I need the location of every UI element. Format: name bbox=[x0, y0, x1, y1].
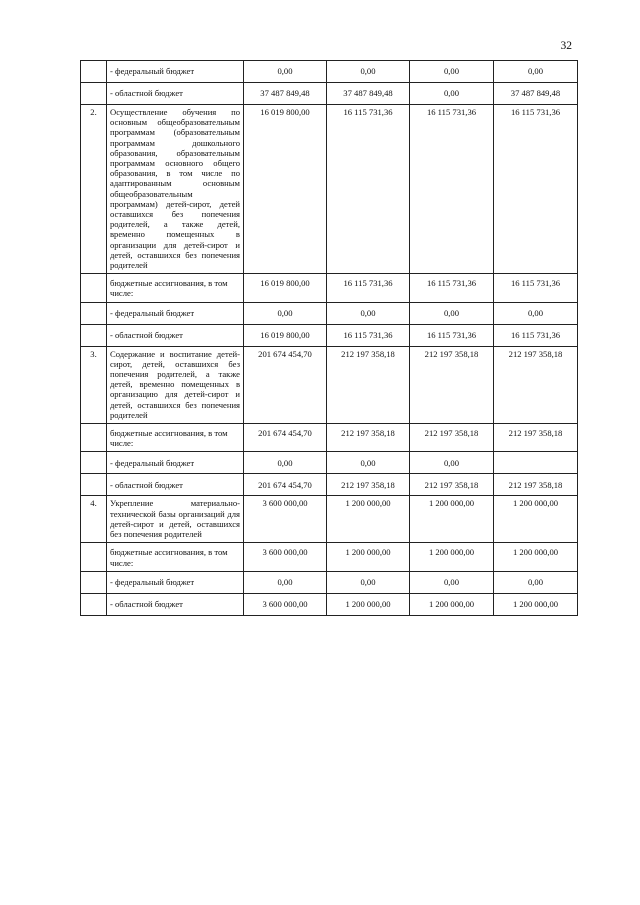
value-col-2: 212 197 358,18 bbox=[327, 424, 410, 452]
value-col-4: 16 115 731,36 bbox=[494, 324, 578, 346]
value-col-3: 0,00 bbox=[410, 571, 494, 593]
value-col-3: 0,00 bbox=[410, 452, 494, 474]
value-col-4 bbox=[494, 452, 578, 474]
value-col-2: 0,00 bbox=[327, 571, 410, 593]
value-col-4: 16 115 731,36 bbox=[494, 274, 578, 302]
value-col-4: 1 200 000,00 bbox=[494, 496, 578, 543]
value-col-2: 1 200 000,00 bbox=[327, 593, 410, 615]
row-number bbox=[81, 83, 107, 105]
value-col-1: 3 600 000,00 bbox=[244, 593, 327, 615]
value-col-1: 201 674 454,70 bbox=[244, 474, 327, 496]
value-col-2: 212 197 358,18 bbox=[327, 474, 410, 496]
row-description: - федеральный бюджет bbox=[107, 452, 244, 474]
value-col-3: 0,00 bbox=[410, 302, 494, 324]
table-row-budget-line bbox=[81, 83, 578, 105]
value-col-2: 1 200 000,00 bbox=[327, 496, 410, 543]
row-description: бюджетные ассигнования, в том числе: bbox=[107, 424, 244, 452]
row-number bbox=[81, 424, 107, 452]
row-description: бюджетные ассигнования, в том числе: bbox=[107, 274, 244, 302]
table-row-budget-line bbox=[81, 302, 578, 324]
value-col-1: 201 674 454,70 bbox=[244, 424, 327, 452]
value-col-2: 1 200 000,00 bbox=[327, 543, 410, 571]
value-col-3: 16 115 731,36 bbox=[410, 324, 494, 346]
value-col-1: 3 600 000,00 bbox=[244, 543, 327, 571]
value-col-1: 3 600 000,00 bbox=[244, 496, 327, 543]
row-number bbox=[81, 324, 107, 346]
value-col-3: 1 200 000,00 bbox=[410, 543, 494, 571]
page-number: 32 bbox=[560, 40, 572, 52]
table-row-budget-line bbox=[81, 474, 578, 496]
value-col-4: 37 487 849,48 bbox=[494, 83, 578, 105]
value-col-2: 16 115 731,36 bbox=[327, 274, 410, 302]
table-row-budget-line bbox=[81, 571, 578, 593]
row-description: Укрепление материально-технической базы организаций для детей-сирот и детей, оставшихся без попечения родителей bbox=[107, 496, 244, 543]
value-col-1: 201 674 454,70 bbox=[244, 346, 327, 423]
table-row-budget-line bbox=[81, 452, 578, 474]
row-description: бюджетные ассигнования, в том числе: bbox=[107, 543, 244, 571]
row-description: Осуществление обучения по основным общеобразовательным программам (образовательным программам дошкольного образования, образовательным программам основного общего образования, в том числе по адаптированным основным общеобразовательным программам) детей-сирот, детей оставшихся без попечения родителей, а также детей, временно помещенных в организации для детей-сирот и детей, оставшихся без попечения родителей bbox=[107, 105, 244, 274]
value-col-1: 0,00 bbox=[244, 302, 327, 324]
budget-table-body bbox=[81, 61, 578, 616]
value-col-1: 0,00 bbox=[244, 571, 327, 593]
table-row-item bbox=[81, 346, 578, 423]
value-col-4: 0,00 bbox=[494, 571, 578, 593]
row-number: 4. bbox=[81, 496, 107, 543]
value-col-1: 0,00 bbox=[244, 452, 327, 474]
value-col-1: 16 019 800,00 bbox=[244, 105, 327, 274]
row-number bbox=[81, 274, 107, 302]
value-col-3: 0,00 bbox=[410, 61, 494, 83]
value-col-2: 16 115 731,36 bbox=[327, 105, 410, 274]
row-number bbox=[81, 61, 107, 83]
value-col-3: 1 200 000,00 bbox=[410, 593, 494, 615]
table-row-budget-line bbox=[81, 61, 578, 83]
value-col-3: 0,00 bbox=[410, 83, 494, 105]
row-description: Содержание и воспитание детей-сирот, детей, оставшихся без попечения родителей, а также детей, временно помещенных в организацию для детей-сирот и детей, оставшихся без попечения родителей bbox=[107, 346, 244, 423]
table-row-item bbox=[81, 496, 578, 543]
value-col-2: 16 115 731,36 bbox=[327, 324, 410, 346]
value-col-4: 212 197 358,18 bbox=[494, 474, 578, 496]
row-description: - областной бюджет bbox=[107, 83, 244, 105]
table-row-assignments bbox=[81, 543, 578, 571]
row-description: - федеральный бюджет bbox=[107, 571, 244, 593]
table-row-budget-line bbox=[81, 324, 578, 346]
row-number bbox=[81, 474, 107, 496]
row-description: - областной бюджет bbox=[107, 474, 244, 496]
value-col-3: 212 197 358,18 bbox=[410, 474, 494, 496]
row-description: - федеральный бюджет bbox=[107, 302, 244, 324]
row-number bbox=[81, 302, 107, 324]
table-row-budget-line bbox=[81, 593, 578, 615]
table-row-item bbox=[81, 105, 578, 274]
value-col-4: 212 197 358,18 bbox=[494, 346, 578, 423]
value-col-4: 1 200 000,00 bbox=[494, 593, 578, 615]
value-col-3: 212 197 358,18 bbox=[410, 424, 494, 452]
value-col-4: 0,00 bbox=[494, 302, 578, 324]
value-col-2: 0,00 bbox=[327, 452, 410, 474]
value-col-4: 212 197 358,18 bbox=[494, 424, 578, 452]
row-description: - областной бюджет bbox=[107, 593, 244, 615]
row-number bbox=[81, 543, 107, 571]
budget-table bbox=[80, 60, 578, 616]
row-description: - федеральный бюджет bbox=[107, 61, 244, 83]
row-number bbox=[81, 593, 107, 615]
value-col-3: 212 197 358,18 bbox=[410, 346, 494, 423]
row-number: 2. bbox=[81, 105, 107, 274]
value-col-4: 1 200 000,00 bbox=[494, 543, 578, 571]
value-col-1: 16 019 800,00 bbox=[244, 274, 327, 302]
value-col-1: 16 019 800,00 bbox=[244, 324, 327, 346]
value-col-3: 16 115 731,36 bbox=[410, 274, 494, 302]
value-col-2: 212 197 358,18 bbox=[327, 346, 410, 423]
value-col-2: 0,00 bbox=[327, 302, 410, 324]
table-row-assignments bbox=[81, 424, 578, 452]
row-number bbox=[81, 452, 107, 474]
row-number: 3. bbox=[81, 346, 107, 423]
value-col-3: 16 115 731,36 bbox=[410, 105, 494, 274]
row-description: - областной бюджет bbox=[107, 324, 244, 346]
row-number bbox=[81, 571, 107, 593]
value-col-2: 0,00 bbox=[327, 61, 410, 83]
value-col-4: 16 115 731,36 bbox=[494, 105, 578, 274]
value-col-1: 0,00 bbox=[244, 61, 327, 83]
value-col-3: 1 200 000,00 bbox=[410, 496, 494, 543]
table-row-assignments bbox=[81, 274, 578, 302]
value-col-4: 0,00 bbox=[494, 61, 578, 83]
value-col-2: 37 487 849,48 bbox=[327, 83, 410, 105]
value-col-1: 37 487 849,48 bbox=[244, 83, 327, 105]
